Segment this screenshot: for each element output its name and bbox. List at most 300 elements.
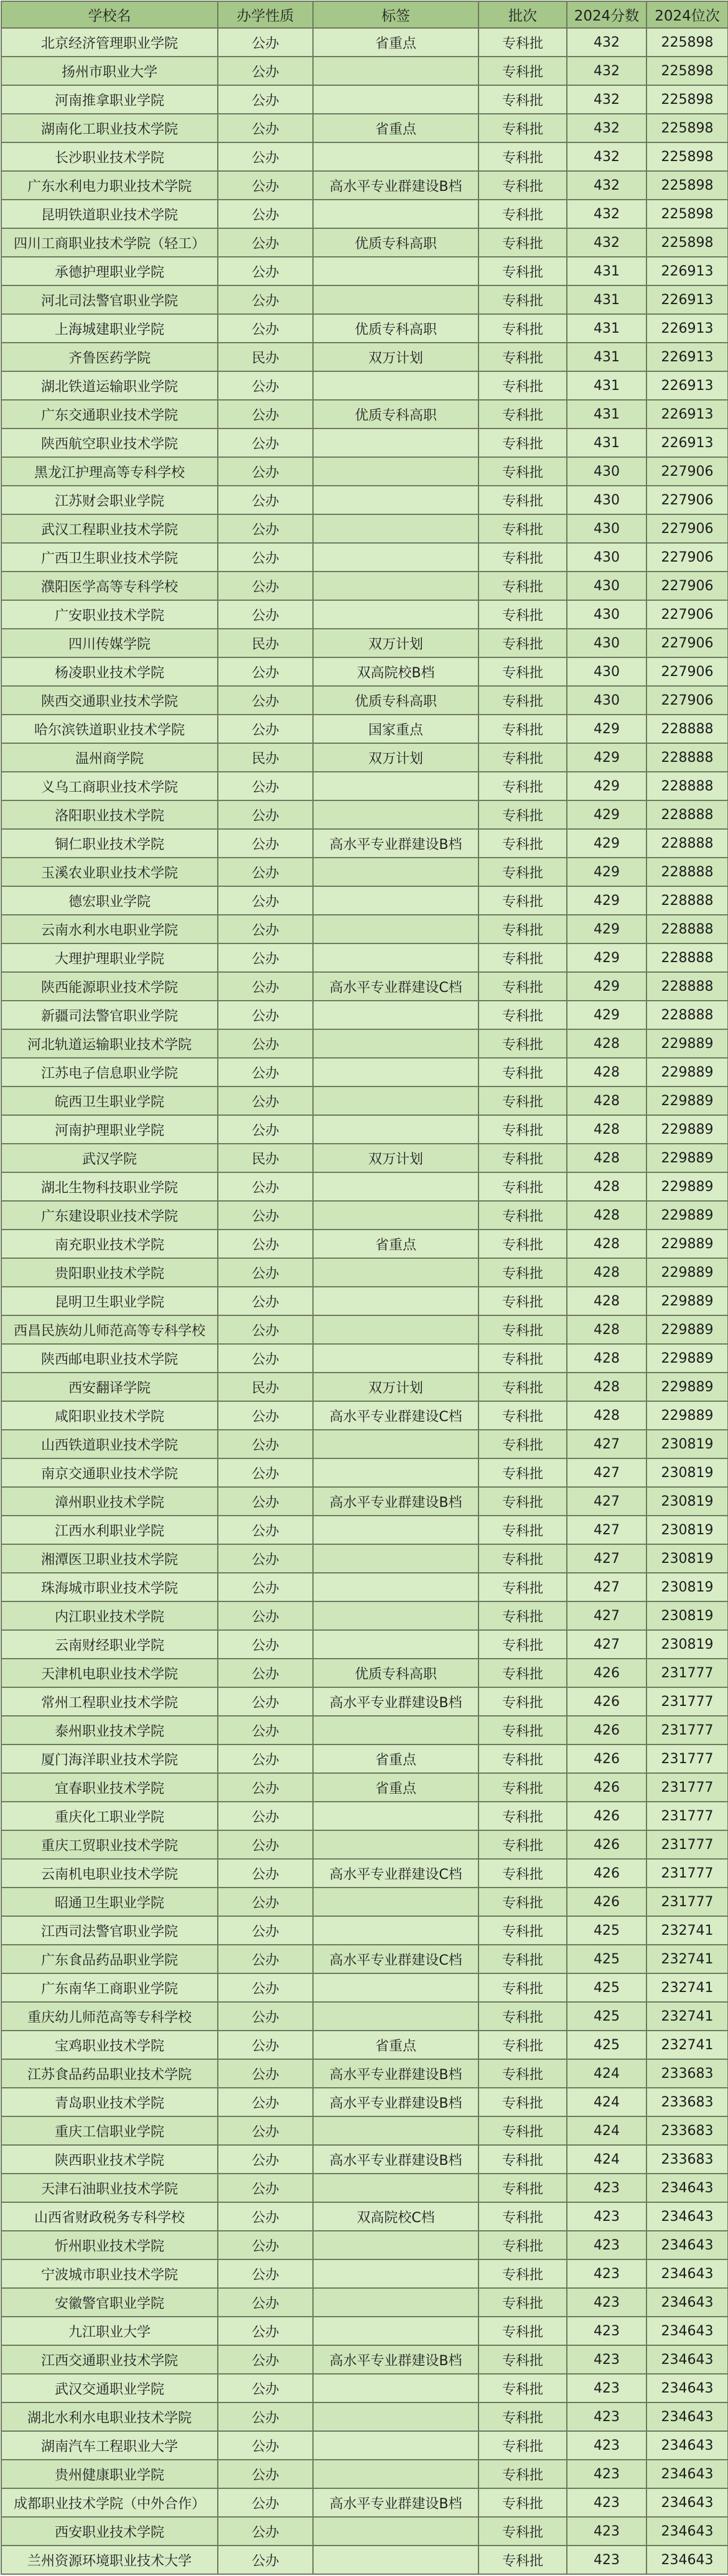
- school-name-cell: 西安翻译学院: [1, 1373, 218, 1401]
- school-type-cell: 公办: [218, 2116, 313, 2145]
- school-type-cell: 公办: [218, 2059, 313, 2088]
- batch-cell: 专科批: [478, 1401, 567, 1430]
- rank-cell: 231777: [646, 1744, 728, 1773]
- table-row: [1, 829, 728, 858]
- table-row: [1, 915, 728, 943]
- score-cell: 429: [567, 943, 646, 972]
- table-row: [1, 285, 728, 314]
- tag-cell: 高水平专业群建设C档: [313, 1945, 478, 1973]
- batch-cell: 专科批: [478, 743, 567, 772]
- table-row: [1, 800, 728, 829]
- tag-cell: [313, 1344, 478, 1373]
- batch-cell: 专科批: [478, 1430, 567, 1458]
- school-name-cell: 重庆工贸职业技术学院: [1, 1830, 218, 1859]
- table-row: [1, 171, 728, 200]
- rank-cell: 226913: [646, 400, 728, 429]
- school-type-cell: 公办: [218, 886, 313, 915]
- tag-cell: 高水平专业群建设B档: [313, 2145, 478, 2174]
- tag-cell: [313, 943, 478, 972]
- score-cell: 428: [567, 1086, 646, 1115]
- rank-cell: 229889: [646, 1373, 728, 1401]
- tag-cell: [313, 1258, 478, 1287]
- tag-cell: 省重点: [313, 2031, 478, 2059]
- rank-cell: 225898: [646, 200, 728, 228]
- score-cell: 425: [567, 1945, 646, 1973]
- score-cell: 432: [567, 228, 646, 257]
- school-name-cell: 新疆司法警官职业学院: [1, 1001, 218, 1029]
- rank-cell: 232741: [646, 1916, 728, 1945]
- school-name-cell: 江苏电子信息职业学院: [1, 1058, 218, 1086]
- tag-cell: 省重点: [313, 28, 478, 57]
- table-row: [1, 1601, 728, 1630]
- score-cell: 429: [567, 743, 646, 772]
- school-type-cell: 公办: [218, 1458, 313, 1487]
- table-row: [1, 772, 728, 800]
- table-row: [1, 2088, 728, 2116]
- school-type-cell: 公办: [218, 543, 313, 572]
- rank-cell: 226913: [646, 343, 728, 371]
- rank-cell: 229889: [646, 1201, 728, 1230]
- school-type-cell: 公办: [218, 1115, 313, 1144]
- batch-cell: 专科批: [478, 2031, 567, 2059]
- school-type-cell: 公办: [218, 1258, 313, 1287]
- batch-cell: 专科批: [478, 2460, 567, 2488]
- rank-cell: 225898: [646, 171, 728, 200]
- school-name-cell: 湖南化工职业技术学院: [1, 114, 218, 142]
- school-type-cell: 公办: [218, 285, 313, 314]
- table-row: [1, 1716, 728, 1744]
- tag-cell: [313, 1058, 478, 1086]
- school-name-cell: 湘潭医卫职业技术学院: [1, 1544, 218, 1573]
- school-type-cell: 公办: [218, 1659, 313, 1687]
- batch-cell: 专科批: [478, 1716, 567, 1744]
- batch-cell: 专科批: [478, 572, 567, 600]
- rank-cell: 226913: [646, 285, 728, 314]
- score-cell: 426: [567, 1830, 646, 1859]
- school-type-cell: 公办: [218, 2145, 313, 2174]
- school-name-cell: 黑龙江护理高等专科学校: [1, 457, 218, 486]
- batch-cell: 专科批: [478, 800, 567, 829]
- school-name-cell: 江苏财会职业学院: [1, 486, 218, 514]
- school-type-cell: 公办: [218, 1516, 313, 1544]
- rank-cell: 234643: [646, 2431, 728, 2460]
- school-name-cell: 上海城建职业学院: [1, 314, 218, 343]
- score-cell: 427: [567, 1544, 646, 1573]
- table-row: [1, 1973, 728, 2002]
- tag-cell: [313, 85, 478, 114]
- header-batch: 批次: [478, 1, 567, 28]
- rank-cell: 231777: [646, 1888, 728, 1916]
- score-cell: 427: [567, 1630, 646, 1659]
- batch-cell: 专科批: [478, 715, 567, 743]
- table-row: [1, 85, 728, 114]
- school-type-cell: 公办: [218, 400, 313, 429]
- tag-cell: [313, 2517, 478, 2546]
- rank-cell: 233683: [646, 2059, 728, 2088]
- score-cell: 428: [567, 1373, 646, 1401]
- school-type-cell: 公办: [218, 972, 313, 1001]
- school-type-cell: 公办: [218, 57, 313, 85]
- school-name-cell: 哈尔滨铁道职业技术学院: [1, 715, 218, 743]
- score-cell: 430: [567, 629, 646, 657]
- table-row: [1, 543, 728, 572]
- tag-cell: 省重点: [313, 1773, 478, 1802]
- rank-cell: 228888: [646, 772, 728, 800]
- tag-cell: [313, 1172, 478, 1201]
- header-rank: 2024位次: [646, 1, 728, 28]
- rank-cell: 225898: [646, 142, 728, 171]
- tag-cell: 高水平专业群建设B档: [313, 171, 478, 200]
- tag-cell: 高水平专业群建设C档: [313, 1859, 478, 1888]
- tag-cell: 省重点: [313, 114, 478, 142]
- score-cell: 427: [567, 1487, 646, 1516]
- school-type-cell: 公办: [218, 1487, 313, 1516]
- school-name-cell: 河南推拿职业学院: [1, 85, 218, 114]
- school-name-cell: 珠海城市职业技术学院: [1, 1573, 218, 1601]
- table-row: [1, 2259, 728, 2288]
- school-name-cell: 忻州职业技术学院: [1, 2231, 218, 2259]
- score-cell: 428: [567, 1029, 646, 1058]
- school-type-cell: 公办: [218, 257, 313, 285]
- tag-cell: 双万计划: [313, 1144, 478, 1172]
- batch-cell: 专科批: [478, 2174, 567, 2202]
- rank-cell: 229889: [646, 1401, 728, 1430]
- tag-cell: [313, 543, 478, 572]
- batch-cell: 专科批: [478, 1230, 567, 1258]
- table-row: [1, 2345, 728, 2374]
- score-cell: 428: [567, 1144, 646, 1172]
- school-name-cell: 湖南汽车工程职业大学: [1, 2431, 218, 2460]
- batch-cell: 专科批: [478, 1945, 567, 1973]
- school-type-cell: 公办: [218, 1888, 313, 1916]
- table-row: [1, 514, 728, 543]
- tag-cell: [313, 1516, 478, 1544]
- tag-cell: [313, 2460, 478, 2488]
- school-name-cell: 陕西航空职业技术学院: [1, 429, 218, 457]
- batch-cell: 专科批: [478, 1659, 567, 1687]
- table-row: [1, 2317, 728, 2345]
- score-cell: 430: [567, 514, 646, 543]
- score-cell: 431: [567, 285, 646, 314]
- school-name-cell: 江苏食品药品职业技术学院: [1, 2059, 218, 2088]
- batch-cell: 专科批: [478, 1058, 567, 1086]
- rank-cell: 227906: [646, 514, 728, 543]
- school-type-cell: 公办: [218, 1401, 313, 1430]
- batch-cell: 专科批: [478, 57, 567, 85]
- rank-cell: 227906: [646, 629, 728, 657]
- rank-cell: 229889: [646, 1115, 728, 1144]
- school-name-cell: 常州工程职业技术学院: [1, 1687, 218, 1716]
- tag-cell: [313, 800, 478, 829]
- tag-cell: 优质专科高职: [313, 400, 478, 429]
- tag-cell: 高水平专业群建设C档: [313, 972, 478, 1001]
- rank-cell: 234643: [646, 2488, 728, 2517]
- school-type-cell: 公办: [218, 314, 313, 343]
- school-name-cell: 广东南华工商职业学院: [1, 1973, 218, 2002]
- batch-cell: 专科批: [478, 686, 567, 715]
- table-row: [1, 886, 728, 915]
- table-row: [1, 2174, 728, 2202]
- school-type-cell: 公办: [218, 486, 313, 514]
- tag-cell: [313, 2374, 478, 2402]
- table-row: [1, 2517, 728, 2546]
- batch-cell: 专科批: [478, 2231, 567, 2259]
- table-row: [1, 2031, 728, 2059]
- rank-cell: 232741: [646, 2002, 728, 2031]
- school-type-cell: 公办: [218, 858, 313, 886]
- school-type-cell: 公办: [218, 2488, 313, 2517]
- header-score: 2024分数: [567, 1, 646, 28]
- table-row: [1, 429, 728, 457]
- batch-cell: 专科批: [478, 1287, 567, 1315]
- batch-cell: 专科批: [478, 486, 567, 514]
- tag-cell: 优质专科高职: [313, 314, 478, 343]
- school-type-cell: 公办: [218, 228, 313, 257]
- tag-cell: [313, 285, 478, 314]
- rank-cell: 233683: [646, 2116, 728, 2145]
- score-cell: 425: [567, 1973, 646, 2002]
- rank-cell: 231777: [646, 1830, 728, 1859]
- table-row: [1, 1373, 728, 1401]
- rank-cell: 225898: [646, 85, 728, 114]
- table-row: [1, 943, 728, 972]
- school-name-cell: 安徽警官职业学院: [1, 2288, 218, 2317]
- table-row: [1, 1144, 728, 1172]
- table-row: [1, 457, 728, 486]
- table-row: [1, 142, 728, 171]
- table-row: [1, 1802, 728, 1830]
- school-name-cell: 铜仁职业技术学院: [1, 829, 218, 858]
- school-name-cell: 洛阳职业技术学院: [1, 800, 218, 829]
- score-cell: 429: [567, 829, 646, 858]
- rank-cell: 227906: [646, 572, 728, 600]
- table-row: [1, 2460, 728, 2488]
- tag-cell: [313, 2231, 478, 2259]
- table-row: [1, 1344, 728, 1373]
- score-cell: 423: [567, 2431, 646, 2460]
- school-name-cell: 河北司法警官职业学院: [1, 285, 218, 314]
- score-cell: 423: [567, 2317, 646, 2345]
- tag-cell: [313, 2259, 478, 2288]
- batch-cell: 专科批: [478, 657, 567, 686]
- school-name-cell: 南京交通职业技术学院: [1, 1458, 218, 1487]
- batch-cell: 专科批: [478, 1773, 567, 1802]
- table-row: [1, 2546, 728, 2574]
- table-row: [1, 2059, 728, 2088]
- school-type-cell: 公办: [218, 1859, 313, 1888]
- school-type-cell: 公办: [218, 1287, 313, 1315]
- table-row: [1, 1086, 728, 1115]
- tag-cell: [313, 1544, 478, 1573]
- score-cell: 426: [567, 1773, 646, 1802]
- school-name-cell: 温州商学院: [1, 743, 218, 772]
- score-cell: 430: [567, 457, 646, 486]
- rank-cell: 234643: [646, 2317, 728, 2345]
- tag-cell: [313, 1201, 478, 1230]
- rank-cell: 227906: [646, 457, 728, 486]
- table-row: [1, 2488, 728, 2517]
- school-name-cell: 宁波城市职业技术学院: [1, 2259, 218, 2288]
- tag-cell: [313, 2317, 478, 2345]
- score-cell: 428: [567, 1258, 646, 1287]
- school-type-cell: 公办: [218, 85, 313, 114]
- tag-cell: 高水平专业群建设C档: [313, 1401, 478, 1430]
- rank-cell: 234643: [646, 2345, 728, 2374]
- score-cell: 426: [567, 1888, 646, 1916]
- score-cell: 431: [567, 371, 646, 400]
- header-tag: 标签: [313, 1, 478, 28]
- batch-cell: 专科批: [478, 2002, 567, 2031]
- school-type-cell: 公办: [218, 772, 313, 800]
- table-row: [1, 257, 728, 285]
- score-cell: 424: [567, 2145, 646, 2174]
- tag-cell: [313, 1802, 478, 1830]
- table-header: [1, 1, 728, 28]
- table-row: [1, 486, 728, 514]
- school-name-cell: 扬州市职业大学: [1, 57, 218, 85]
- school-type-cell: 公办: [218, 657, 313, 686]
- score-cell: 423: [567, 2488, 646, 2517]
- table-row: [1, 2431, 728, 2460]
- rank-cell: 229889: [646, 1172, 728, 1201]
- score-cell: 432: [567, 85, 646, 114]
- batch-cell: 专科批: [478, 1830, 567, 1859]
- batch-cell: 专科批: [478, 1458, 567, 1487]
- batch-cell: 专科批: [478, 2488, 567, 2517]
- school-type-cell: 民办: [218, 1144, 313, 1172]
- tag-cell: 双万计划: [313, 343, 478, 371]
- school-type-cell: 公办: [218, 2345, 313, 2374]
- rank-cell: 228888: [646, 715, 728, 743]
- score-cell: 423: [567, 2402, 646, 2431]
- school-type-cell: 公办: [218, 2402, 313, 2431]
- tag-cell: [313, 600, 478, 629]
- rank-cell: 227906: [646, 657, 728, 686]
- tag-cell: [313, 142, 478, 171]
- school-name-cell: 重庆化工职业学院: [1, 1802, 218, 1830]
- school-name-cell: 江西交通职业技术学院: [1, 2345, 218, 2374]
- tag-cell: 双高院校B档: [313, 657, 478, 686]
- table-row: [1, 314, 728, 343]
- rank-cell: 229889: [646, 1029, 728, 1058]
- school-name-cell: 皖西卫生职业学院: [1, 1086, 218, 1115]
- school-type-cell: 民办: [218, 743, 313, 772]
- school-type-cell: 公办: [218, 2231, 313, 2259]
- rank-cell: 234643: [646, 2374, 728, 2402]
- tag-cell: 省重点: [313, 1230, 478, 1258]
- score-cell: 426: [567, 1802, 646, 1830]
- score-cell: 431: [567, 314, 646, 343]
- batch-cell: 专科批: [478, 400, 567, 429]
- batch-cell: 专科批: [478, 114, 567, 142]
- table-row: [1, 1744, 728, 1773]
- table-row: [1, 1888, 728, 1916]
- rank-cell: 228888: [646, 829, 728, 858]
- score-cell: 427: [567, 1516, 646, 1544]
- rank-cell: 228888: [646, 972, 728, 1001]
- rank-cell: 234643: [646, 2174, 728, 2202]
- school-name-cell: 湖北生物科技职业学院: [1, 1172, 218, 1201]
- score-cell: 432: [567, 28, 646, 57]
- batch-cell: 专科批: [478, 2517, 567, 2546]
- school-name-cell: 青岛职业技术学院: [1, 2088, 218, 2116]
- table-row: [1, 1201, 728, 1230]
- batch-cell: 专科批: [478, 2288, 567, 2317]
- batch-cell: 专科批: [478, 1086, 567, 1115]
- table-row: [1, 1573, 728, 1601]
- school-name-cell: 大理护理职业学院: [1, 943, 218, 972]
- table-row: [1, 400, 728, 429]
- rank-cell: 231777: [646, 1659, 728, 1687]
- table-row: [1, 200, 728, 228]
- tag-cell: [313, 1916, 478, 1945]
- tag-cell: [313, 1458, 478, 1487]
- table-row: [1, 1115, 728, 1144]
- table-row: [1, 715, 728, 743]
- school-type-cell: 公办: [218, 2546, 313, 2574]
- table-body: [1, 28, 728, 2574]
- school-name-cell: 成都职业技术学院（中外合作）: [1, 2488, 218, 2517]
- score-cell: 423: [567, 2460, 646, 2488]
- rank-cell: 233683: [646, 2145, 728, 2174]
- score-cell: 426: [567, 1659, 646, 1687]
- school-type-cell: 公办: [218, 2031, 313, 2059]
- rank-cell: 232741: [646, 1973, 728, 2002]
- school-type-cell: 公办: [218, 114, 313, 142]
- rank-cell: 234643: [646, 2460, 728, 2488]
- school-name-cell: 厦门海洋职业技术学院: [1, 1744, 218, 1773]
- rank-cell: 227906: [646, 486, 728, 514]
- batch-cell: 专科批: [478, 543, 567, 572]
- school-name-cell: 江西水利职业学院: [1, 1516, 218, 1544]
- rank-cell: 229889: [646, 1086, 728, 1115]
- tag-cell: [313, 2402, 478, 2431]
- tag-cell: [313, 257, 478, 285]
- school-name-cell: 西昌民族幼儿师范高等专科学校: [1, 1315, 218, 1344]
- tag-cell: [313, 1001, 478, 1029]
- batch-cell: 专科批: [478, 1516, 567, 1544]
- rank-cell: 226913: [646, 257, 728, 285]
- tag-cell: [313, 1973, 478, 2002]
- tag-cell: 优质专科高职: [313, 228, 478, 257]
- batch-cell: 专科批: [478, 2402, 567, 2431]
- score-cell: 423: [567, 2259, 646, 2288]
- batch-cell: 专科批: [478, 2546, 567, 2574]
- school-name-cell: 云南机电职业技术学院: [1, 1859, 218, 1888]
- school-name-cell: 九江职业大学: [1, 2317, 218, 2345]
- school-name-cell: 昆明铁道职业技术学院: [1, 200, 218, 228]
- header-row: [1, 1, 728, 28]
- batch-cell: 专科批: [478, 1744, 567, 1773]
- score-cell: 428: [567, 1172, 646, 1201]
- score-cell: 427: [567, 1601, 646, 1630]
- school-type-cell: 公办: [218, 1573, 313, 1601]
- score-cell: 430: [567, 657, 646, 686]
- batch-cell: 专科批: [478, 1630, 567, 1659]
- school-type-cell: 公办: [218, 171, 313, 200]
- table-row: [1, 1687, 728, 1716]
- school-type-cell: 公办: [218, 1716, 313, 1744]
- score-cell: 432: [567, 200, 646, 228]
- batch-cell: 专科批: [478, 1115, 567, 1144]
- school-type-cell: 公办: [218, 1086, 313, 1115]
- header-school-type: 办学性质: [218, 1, 313, 28]
- rank-cell: 228888: [646, 886, 728, 915]
- tag-cell: [313, 2174, 478, 2202]
- score-cell: 431: [567, 400, 646, 429]
- rank-cell: 228888: [646, 743, 728, 772]
- school-name-cell: 湖北水利水电职业技术学院: [1, 2402, 218, 2431]
